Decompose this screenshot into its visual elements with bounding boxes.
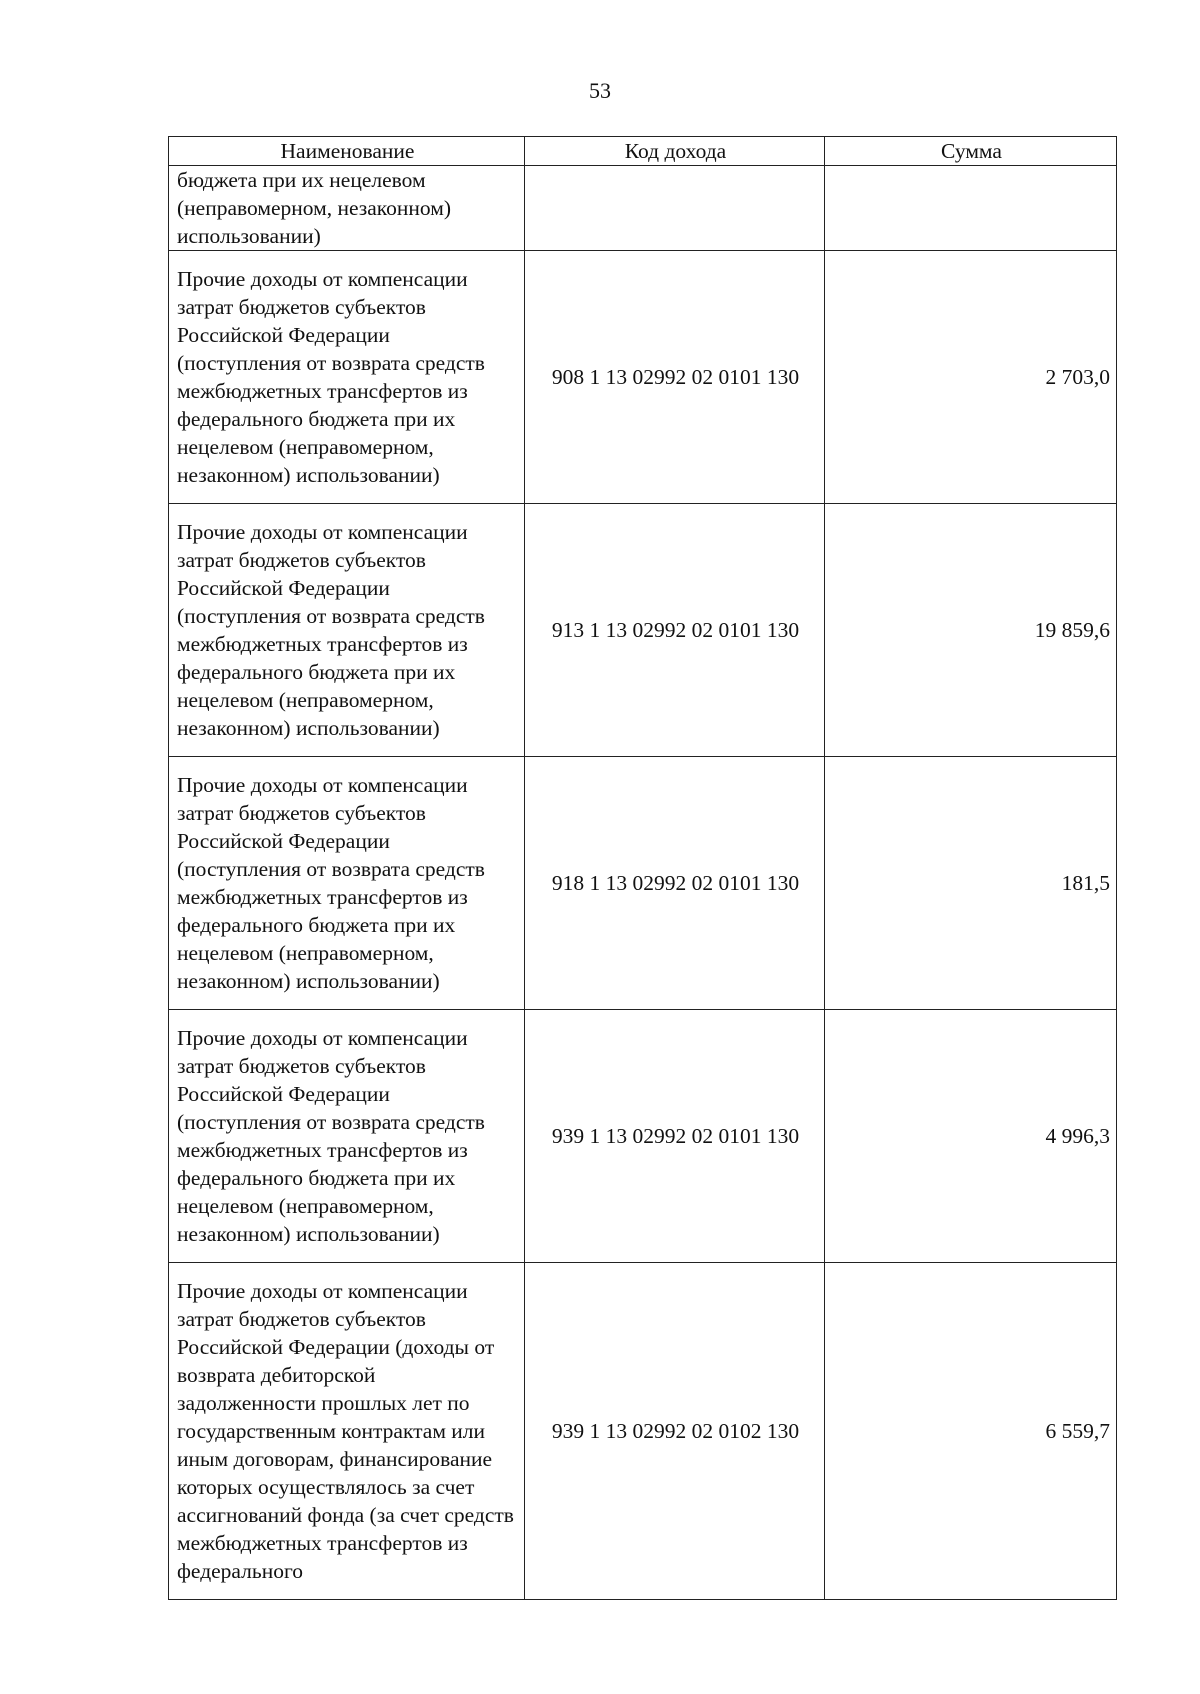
row-sum-cell: 4 996,3 [825, 1010, 1117, 1263]
row-sum-cell [825, 166, 1117, 251]
row-sum-cell: 2 703,0 [825, 251, 1117, 504]
table-row [169, 757, 1117, 1010]
row-code-cell: 939 1 13 02992 02 0102 130 [525, 1263, 825, 1600]
row-sum-cell: 6 559,7 [825, 1263, 1117, 1600]
row-sum-cell: 181,5 [825, 757, 1117, 1010]
table-row [169, 1010, 1117, 1263]
table-row [169, 1263, 1117, 1600]
row-name-cell: Прочие доходы от компенсации затрат бюджетов субъектов Российской Федерации (доходы от возврата дебиторской задолженности прошлых лет по государственным контрактам или иным договорам, финансирование которых осуществлялось за счет ассигнований фонда (за счет средств межбюджетных трансфертов из федерального [169, 1263, 525, 1600]
revenue-table [168, 136, 1117, 1600]
row-code-cell [525, 166, 825, 251]
row-name-cell: Прочие доходы от компенсации затрат бюджетов субъектов Российской Федерации (поступления от возврата средств межбюджетных трансфертов из федерального бюджета при их нецелевом (неправомерном, незаконном) использовании) [169, 504, 525, 757]
row-code-cell: 939 1 13 02992 02 0101 130 [525, 1010, 825, 1263]
row-code-cell: 913 1 13 02992 02 0101 130 [525, 504, 825, 757]
table-row [169, 166, 1117, 251]
row-name-cell: Прочие доходы от компенсации затрат бюджетов субъектов Российской Федерации (поступления от возврата средств межбюджетных трансфертов из федерального бюджета при их нецелевом (неправомерном, незаконном) использовании) [169, 757, 525, 1010]
table-row [169, 504, 1117, 757]
table-body [169, 166, 1117, 1600]
row-sum-cell: 19 859,6 [825, 504, 1117, 757]
row-name-cell: Прочие доходы от компенсации затрат бюджетов субъектов Российской Федерации (поступления от возврата средств межбюджетных трансфертов из федерального бюджета при их нецелевом (неправомерном, незаконном) использовании) [169, 1010, 525, 1263]
header-name: Наименование [169, 137, 525, 166]
row-name-cell: бюджета при их нецелевом (неправомерном, незаконном) использовании) [169, 166, 525, 251]
row-code-cell: 908 1 13 02992 02 0101 130 [525, 251, 825, 504]
row-code-cell: 918 1 13 02992 02 0101 130 [525, 757, 825, 1010]
table-header [169, 137, 1117, 166]
row-name-cell: Прочие доходы от компенсации затрат бюджетов субъектов Российской Федерации (поступления от возврата средств межбюджетных трансфертов из федерального бюджета при их нецелевом (неправомерном, незаконном) использовании) [169, 251, 525, 504]
header-row [169, 137, 1117, 166]
table-row [169, 251, 1117, 504]
page-number: 53 [589, 78, 611, 103]
header-code: Код дохода [525, 137, 825, 166]
header-sum: Сумма [825, 137, 1117, 166]
